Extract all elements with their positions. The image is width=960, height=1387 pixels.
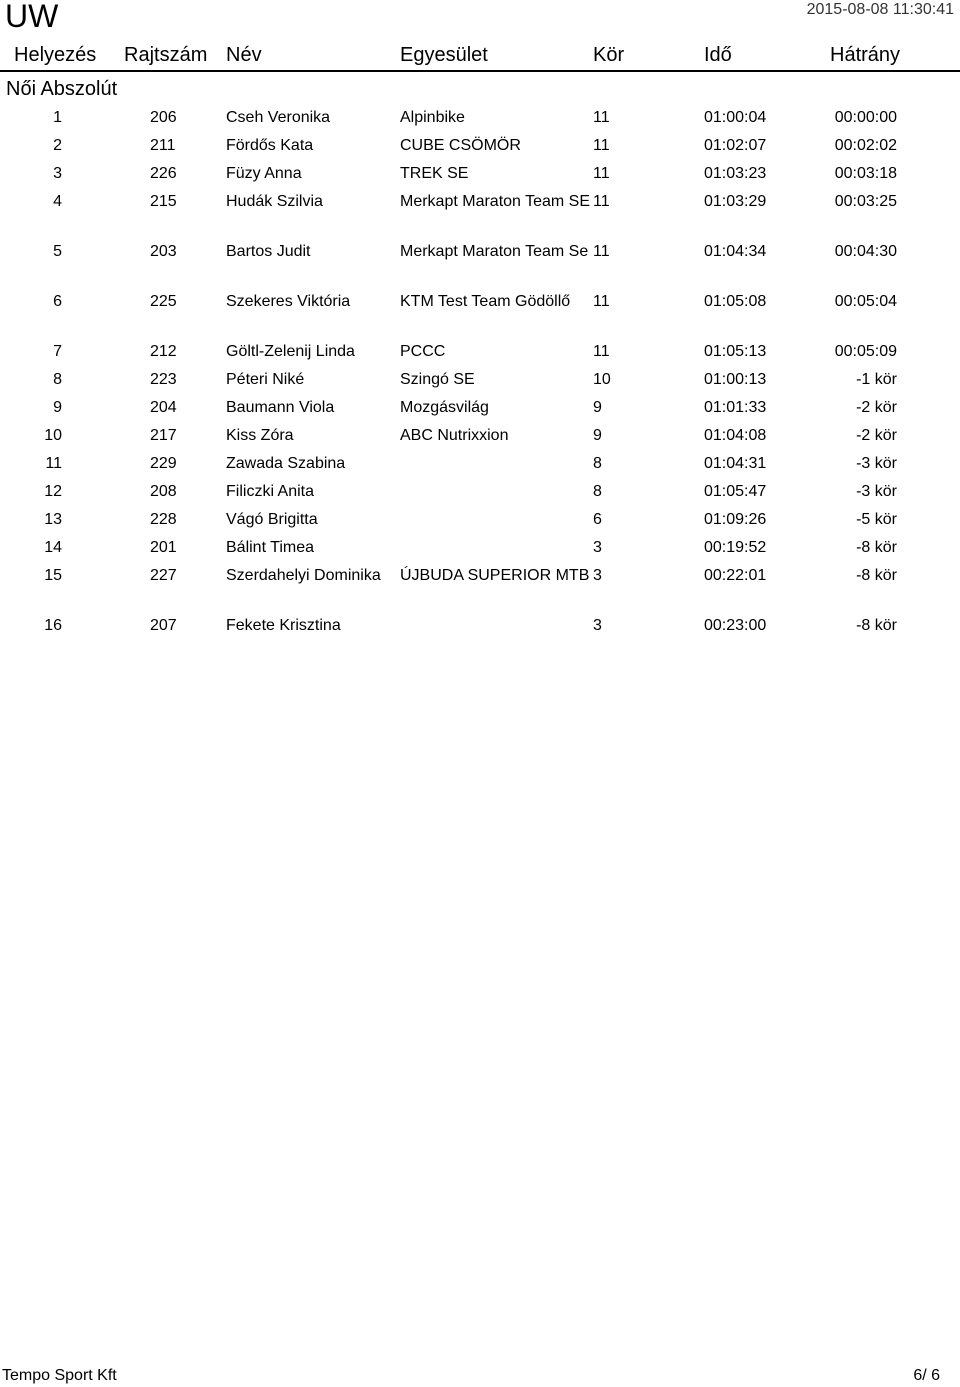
cell-laps: 3 xyxy=(593,567,602,584)
cell-name: Péteri Niké xyxy=(226,371,305,388)
cell-name: Fekete Krisztina xyxy=(226,617,341,634)
cell-position: 3 xyxy=(53,165,62,182)
table-row xyxy=(0,534,960,562)
cell-bib: 211 xyxy=(150,137,176,154)
cell-club: KTM Test Team Gödöllő xyxy=(400,293,571,310)
table-row xyxy=(0,288,960,338)
cell-position: 10 xyxy=(44,427,62,444)
cell-laps: 8 xyxy=(593,483,602,500)
cell-name: Bálint Timea xyxy=(226,539,315,556)
cell-position: 4 xyxy=(53,193,62,210)
cell-laps: 11 xyxy=(593,165,610,182)
table-row xyxy=(0,188,960,238)
cell-position: 11 xyxy=(45,455,62,472)
cell-time: 01:04:34 xyxy=(704,243,767,260)
cell-time: 01:01:33 xyxy=(704,399,767,416)
cell-position: 5 xyxy=(53,243,62,260)
cell-laps: 10 xyxy=(593,371,611,388)
table-row xyxy=(0,450,960,478)
cell-gap: -8 kör xyxy=(856,539,897,556)
table-row xyxy=(0,612,960,640)
cell-position: 2 xyxy=(53,137,62,154)
cell-name: Fördős Kata xyxy=(226,137,314,154)
cell-gap: -3 kör xyxy=(856,483,897,500)
cell-bib: 207 xyxy=(150,617,177,634)
table-row xyxy=(0,104,960,132)
table-row xyxy=(0,366,960,394)
table-row xyxy=(0,238,960,288)
cell-gap: 00:03:25 xyxy=(834,193,897,210)
category-title: Női Abszolút xyxy=(6,78,118,100)
footer-page-number: 6/ 6 xyxy=(913,1367,940,1384)
column-header-time: Idő xyxy=(704,44,732,66)
cell-club: Szingó SE xyxy=(400,371,475,388)
cell-position: 8 xyxy=(53,371,62,388)
cell-time: 01:02:07 xyxy=(704,137,767,154)
footer-company: Tempo Sport Kft xyxy=(2,1367,117,1384)
cell-laps: 11 xyxy=(593,343,610,360)
cell-laps: 11 xyxy=(593,193,610,210)
cell-club: ABC Nutrixxion xyxy=(400,427,509,444)
cell-name: Bartos Judit xyxy=(226,243,311,260)
cell-name: Szerdahelyi Dominika xyxy=(226,567,381,584)
cell-name: Kiss Zóra xyxy=(226,427,294,444)
column-header-laps: Kör xyxy=(593,44,625,66)
cell-gap: -8 kör xyxy=(856,617,897,634)
cell-laps: 11 xyxy=(593,293,610,310)
cell-name: Göltl-Zelenij Linda xyxy=(226,343,355,360)
cell-gap: -5 kör xyxy=(856,511,897,528)
cell-club: Alpinbike xyxy=(400,109,465,126)
cell-bib: 208 xyxy=(150,483,177,500)
column-header-name: Név xyxy=(226,44,262,66)
cell-laps: 6 xyxy=(593,511,602,528)
cell-time: 01:05:08 xyxy=(704,293,767,310)
cell-bib: 226 xyxy=(150,165,177,182)
cell-time: 01:00:04 xyxy=(704,109,767,126)
cell-time: 01:09:26 xyxy=(704,511,767,528)
cell-name: Baumann Viola xyxy=(226,399,335,416)
table-row xyxy=(0,338,960,366)
cell-name: Filiczki Anita xyxy=(226,483,315,500)
cell-position: 12 xyxy=(44,483,62,500)
cell-gap: -1 kör xyxy=(856,371,897,388)
cell-gap: 00:04:30 xyxy=(834,243,897,260)
cell-time: 00:22:01 xyxy=(704,567,767,584)
cell-laps: 3 xyxy=(593,539,602,556)
column-header-gap: Hátrány xyxy=(830,44,901,66)
cell-bib: 228 xyxy=(150,511,177,528)
cell-laps: 11 xyxy=(593,243,610,260)
cell-bib: 201 xyxy=(150,539,177,556)
cell-gap: 00:02:02 xyxy=(834,137,897,154)
column-header-club: Egyesület xyxy=(400,44,488,66)
cell-time: 01:05:47 xyxy=(704,483,767,500)
cell-time: 01:04:08 xyxy=(704,427,767,444)
cell-position: 14 xyxy=(44,539,62,556)
cell-name: Szekeres Viktória xyxy=(226,293,351,310)
cell-name: Vágó Brigitta xyxy=(226,511,318,528)
cell-gap: 00:05:04 xyxy=(834,293,897,310)
table-row xyxy=(0,160,960,188)
cell-bib: 217 xyxy=(150,427,177,444)
table-row xyxy=(0,562,960,612)
cell-name: Füzy Anna xyxy=(226,165,302,182)
cell-club: PCCC xyxy=(400,343,446,360)
cell-bib: 223 xyxy=(150,371,177,388)
cell-bib: 204 xyxy=(150,399,177,416)
cell-time: 00:23:00 xyxy=(704,617,767,634)
cell-position: 9 xyxy=(53,399,62,416)
cell-bib: 215 xyxy=(150,193,177,210)
table-row xyxy=(0,506,960,534)
timestamp: 2015-08-08 11:30:41 xyxy=(806,1,954,18)
cell-position: 6 xyxy=(53,293,62,310)
cell-position: 15 xyxy=(44,567,62,584)
results-table xyxy=(0,104,960,640)
page-title: UW xyxy=(5,0,59,34)
cell-club: Merkapt Maraton Team Se xyxy=(400,243,589,260)
cell-laps: 11 xyxy=(593,137,610,154)
cell-time: 00:19:52 xyxy=(704,539,767,556)
cell-position: 1 xyxy=(53,109,62,126)
column-header-bib: Rajtszám xyxy=(124,44,208,66)
cell-laps: 9 xyxy=(593,399,602,416)
cell-time: 01:00:13 xyxy=(704,371,767,388)
cell-name: Hudák Szilvia xyxy=(226,193,323,210)
cell-club: Mozgásvilág xyxy=(400,399,489,416)
cell-name: Zawada Szabina xyxy=(226,455,346,472)
cell-time: 01:03:29 xyxy=(704,193,767,210)
cell-club: ÚJBUDA SUPERIOR MTB xyxy=(400,567,590,584)
cell-club: TREK SE xyxy=(400,165,469,182)
column-header-position: Helyezés xyxy=(14,44,97,66)
cell-laps: 8 xyxy=(593,455,602,472)
table-row xyxy=(0,422,960,450)
table-row xyxy=(0,478,960,506)
cell-gap: -2 kör xyxy=(856,427,897,444)
cell-gap: -2 kör xyxy=(856,399,897,416)
cell-gap: 00:05:09 xyxy=(834,343,897,360)
cell-bib: 206 xyxy=(150,109,177,126)
cell-time: 01:03:23 xyxy=(704,165,767,182)
cell-gap: 00:00:00 xyxy=(834,109,897,126)
cell-gap: -3 kör xyxy=(856,455,897,472)
cell-gap: -8 kör xyxy=(856,567,897,584)
cell-bib: 212 xyxy=(150,343,177,360)
cell-club: Merkapt Maraton Team SE xyxy=(400,193,591,210)
cell-position: 16 xyxy=(44,617,62,634)
cell-time: 01:04:31 xyxy=(704,455,767,472)
cell-laps: 11 xyxy=(593,109,610,126)
cell-club: CUBE CSÖMÖR xyxy=(400,137,521,154)
cell-position: 7 xyxy=(53,343,62,360)
table-row xyxy=(0,394,960,422)
table-row xyxy=(0,132,960,160)
cell-gap: 00:03:18 xyxy=(834,165,897,182)
table-header xyxy=(0,42,960,72)
cell-bib: 227 xyxy=(150,567,177,584)
cell-bib: 203 xyxy=(150,243,177,260)
cell-bib: 225 xyxy=(150,293,177,310)
cell-name: Cseh Veronika xyxy=(226,109,331,126)
cell-time: 01:05:13 xyxy=(704,343,767,360)
cell-position: 13 xyxy=(44,511,62,528)
cell-bib: 229 xyxy=(150,455,177,472)
cell-laps: 9 xyxy=(593,427,602,444)
cell-laps: 3 xyxy=(593,617,602,634)
